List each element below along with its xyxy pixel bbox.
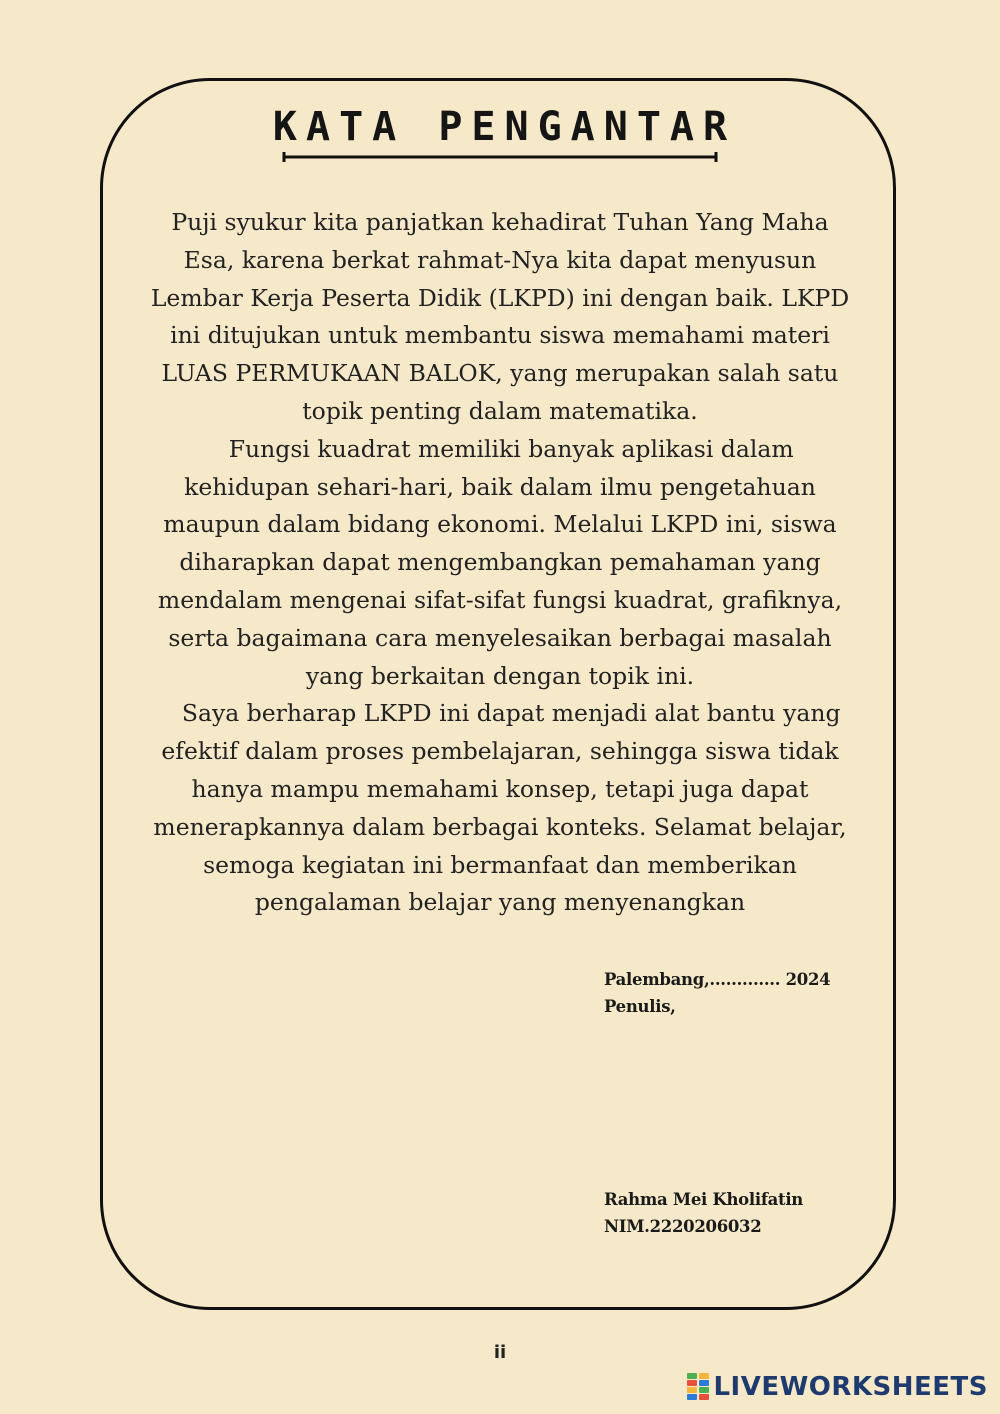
place-date: Palembang,............. 2024 (604, 970, 831, 989)
paragraph-closing: Saya berharap LKPD ini dapat menjadi alat bantu yang efektif dalam proses pembelajaran, sehingga siswa tidak hanya mampu memahami konsep, tetapi juga dapat menerapkannya dalam berbagai konteks. Selamat belajar, semoga kegiatan ini bermanfaat dan memberikan pengalaman belajar yang menyenangkan (153, 699, 847, 917)
author-nim: NIM.2220206032 (604, 1217, 762, 1236)
signature-name-block (604, 1186, 803, 1240)
page-title: KATA PENGANTAR (272, 104, 737, 150)
liveworksheets-logo-icon (687, 1373, 709, 1401)
author-role: Penulis, (604, 997, 676, 1016)
liveworksheets-watermark (687, 1372, 988, 1402)
body-text (150, 204, 850, 922)
liveworksheets-brand-text: LIVEWORKSHEETS (713, 1372, 988, 1402)
paragraph-fungsi-kuadrat: Fungsi kuadrat memiliki banyak aplikasi dalam kehidupan sehari-hari, baik dalam ilmu pengetahuan maupun dalam bidang ekonomi. Melalui LKPD ini, siswa diharapkan dapat mengembangkan pemahaman yang mendalam mengenai sifat-sifat fungsi kuadrat, grafiknya, serta bagaimana cara menyelesaikan berbagai masalah yang berkaitan dengan topik ini. (157, 434, 843, 690)
title-underline (282, 152, 718, 162)
paragraph-intro: Puji syukur kita panjatkan kehadirat Tuhan Yang Maha Esa, karena berkat rahmat-Nya kita dapat menyusun Lembar Kerja Peserta Didik (LKPD) ini dengan baik. LKPD ini ditujukan untuk membantu siswa memahami materi LUAS PERMUKAAN BALOK, yang merupakan salah satu topik penting dalam matematika. (150, 208, 850, 425)
page-number: ii (493, 1342, 507, 1363)
author-name: Rahma Mei Kholifatin (604, 1190, 804, 1209)
signature-place-block (604, 966, 830, 1020)
